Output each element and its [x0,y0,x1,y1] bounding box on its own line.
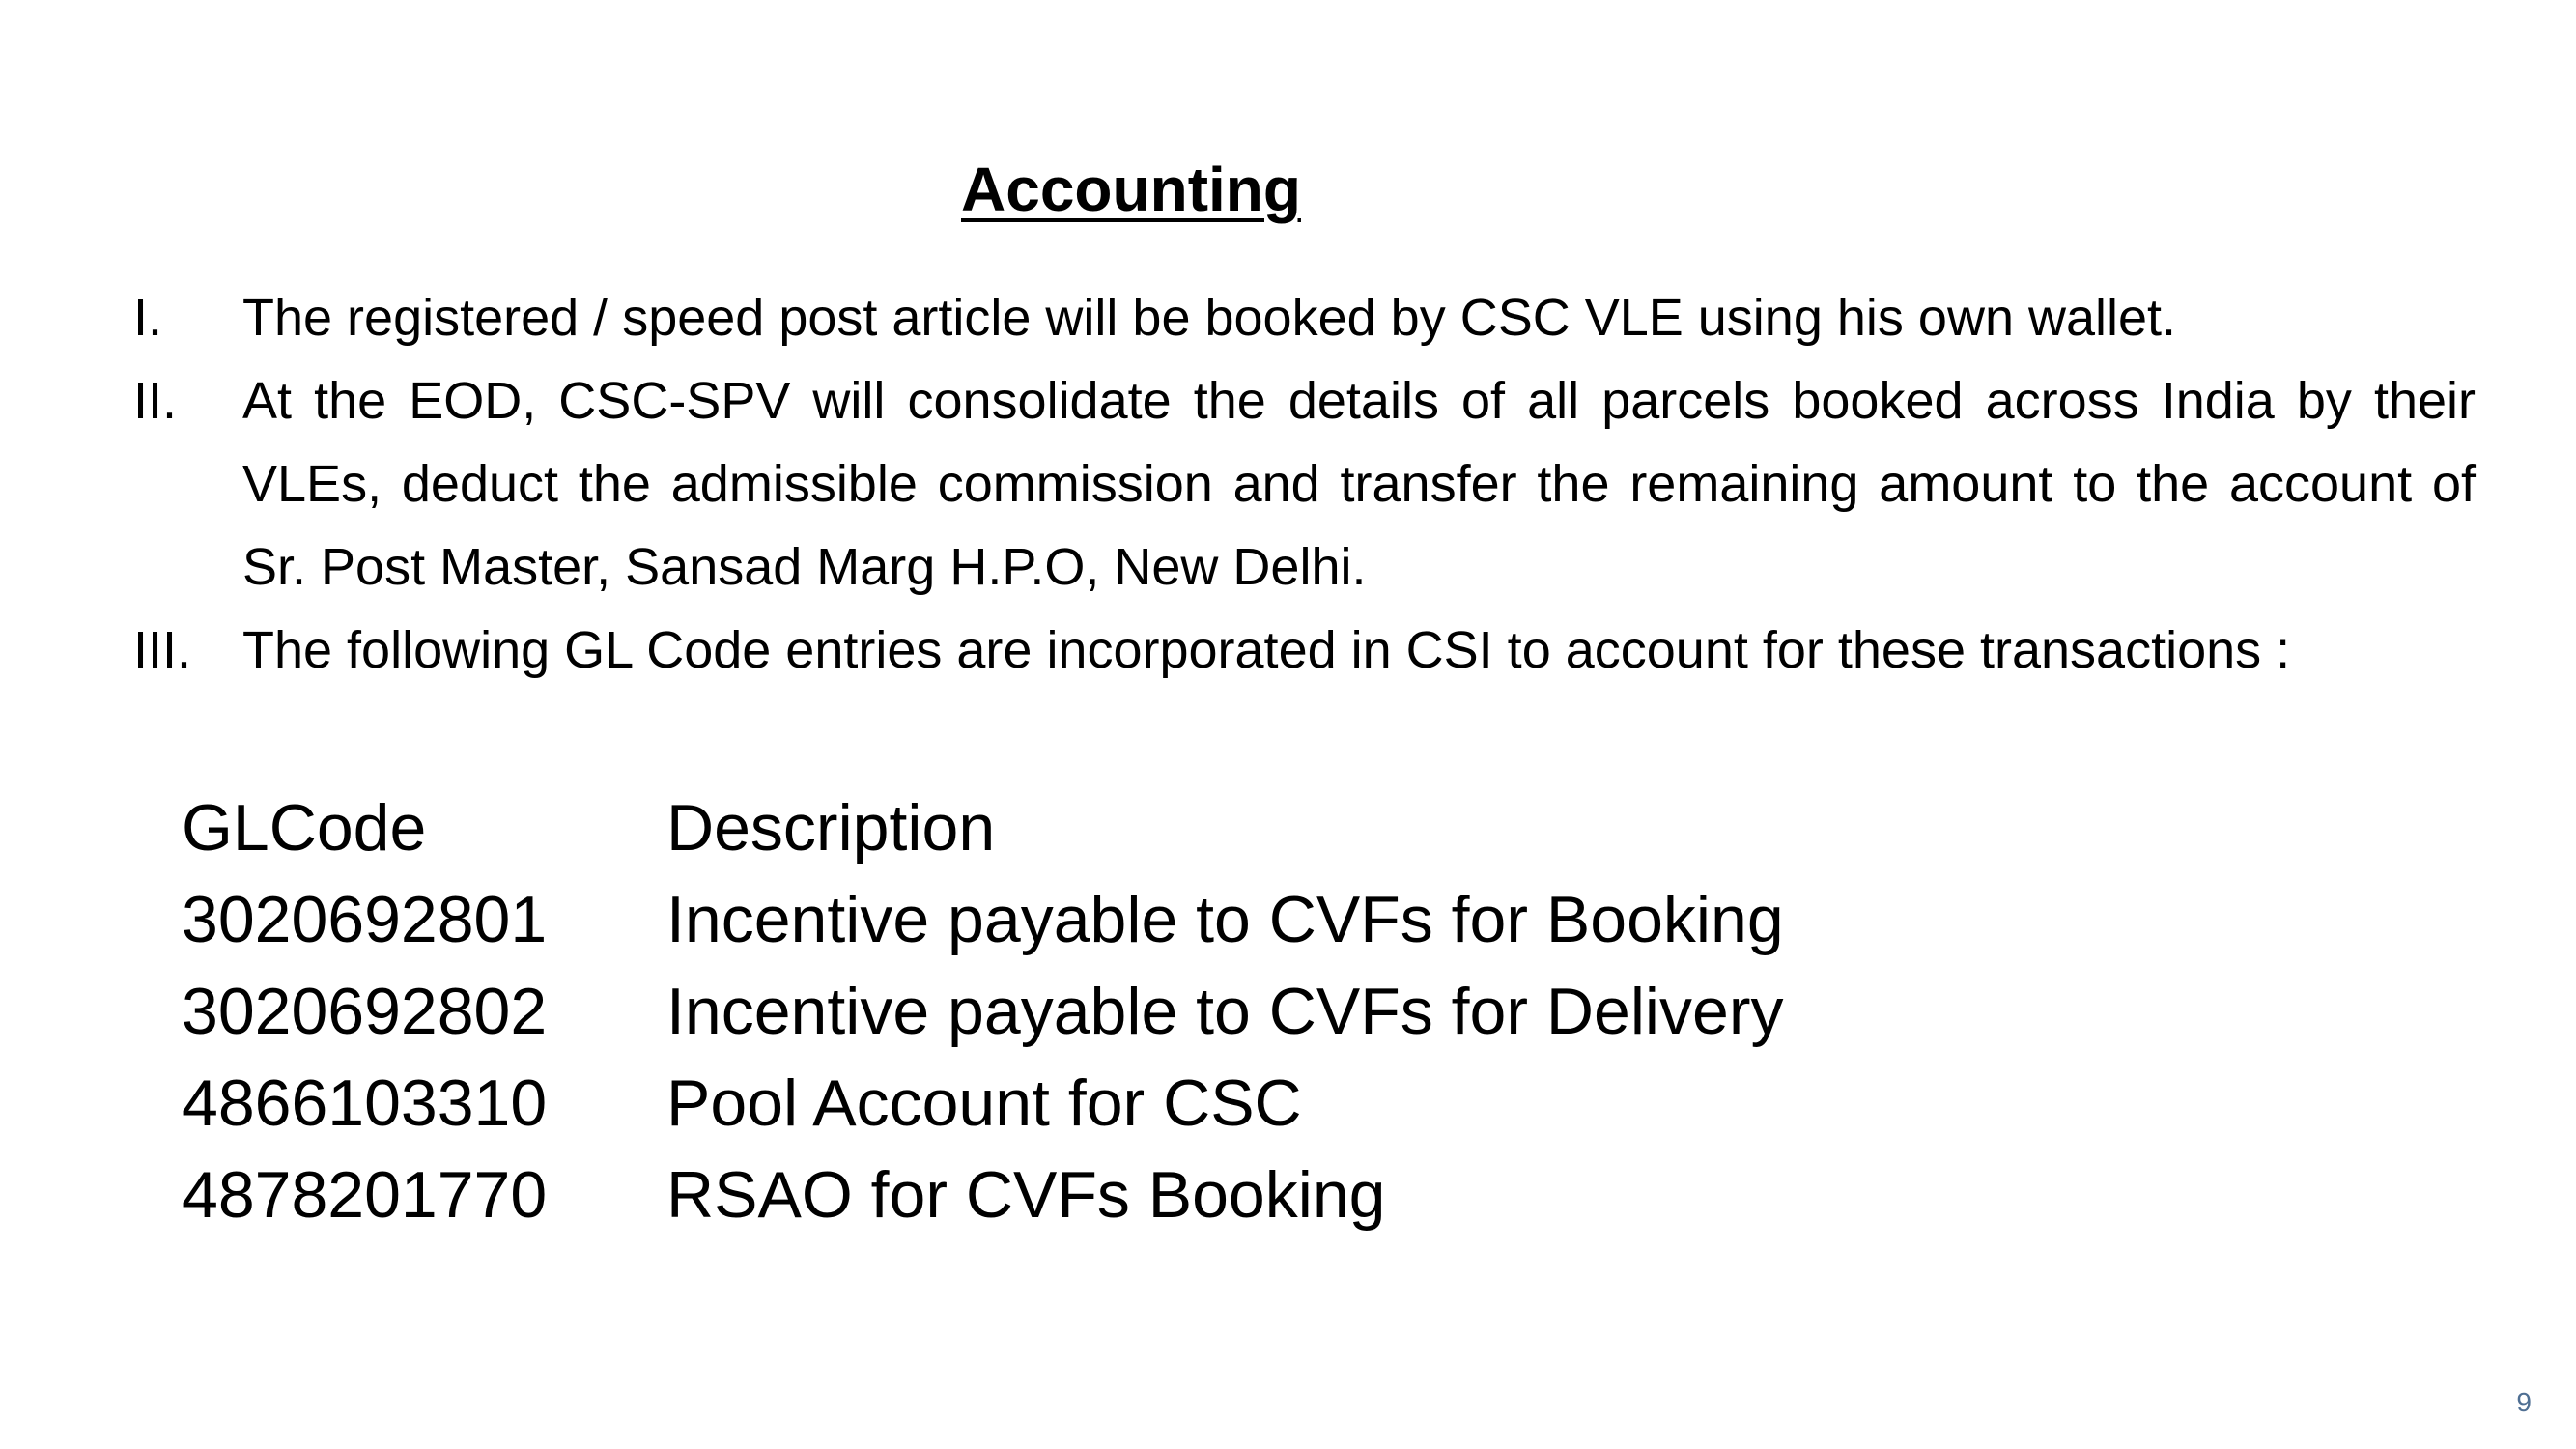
list-item-text: The registered / speed post article will be booked by CSC VLE using his own wallet. [242,289,2177,347]
gl-code-table [182,782,1784,1241]
cell-description: Incentive payable to CVFs for Delivery [666,975,1784,1048]
list-item [133,276,2476,359]
table-row [182,1150,1784,1241]
page-number: 9 [2516,1387,2532,1417]
cell-description: Incentive payable to CVFs for Booking [666,883,1784,956]
list-item-text: At the EOD, CSC-SPV will consolidate the details of all parcels booked across India by their VLEs, deduct the admissible commission and transfer the remaining amount to the account of Sr. Post Master, Sansad Marg H.P.O, New Delhi. [242,372,2476,596]
list-item-numeral: III. [133,621,192,679]
table-row [182,874,1784,966]
cell-glcode: 4866103310 [182,1066,548,1140]
cell-glcode: 3020692802 [182,975,548,1048]
points-list [133,276,2476,692]
table-header-row [182,782,1784,874]
slide-title: Accounting [961,155,1301,224]
list-item [133,609,2476,692]
cell-glcode: 4878201770 [182,1158,548,1232]
table-row [182,966,1784,1058]
list-item-numeral: II. [133,372,178,430]
header-glcode: GLCode [182,791,427,865]
header-description: Description [666,791,996,865]
cell-description: RSAO for CVFs Booking [666,1158,1386,1232]
list-item-numeral: I. [133,289,163,347]
cell-glcode: 3020692801 [182,883,548,956]
cell-description: Pool Account for CSC [666,1066,1302,1140]
table-row [182,1058,1784,1150]
list-item [133,359,2476,609]
list-item-text: The following GL Code entries are incorporated in CSI to account for these transactions : [242,621,2291,679]
